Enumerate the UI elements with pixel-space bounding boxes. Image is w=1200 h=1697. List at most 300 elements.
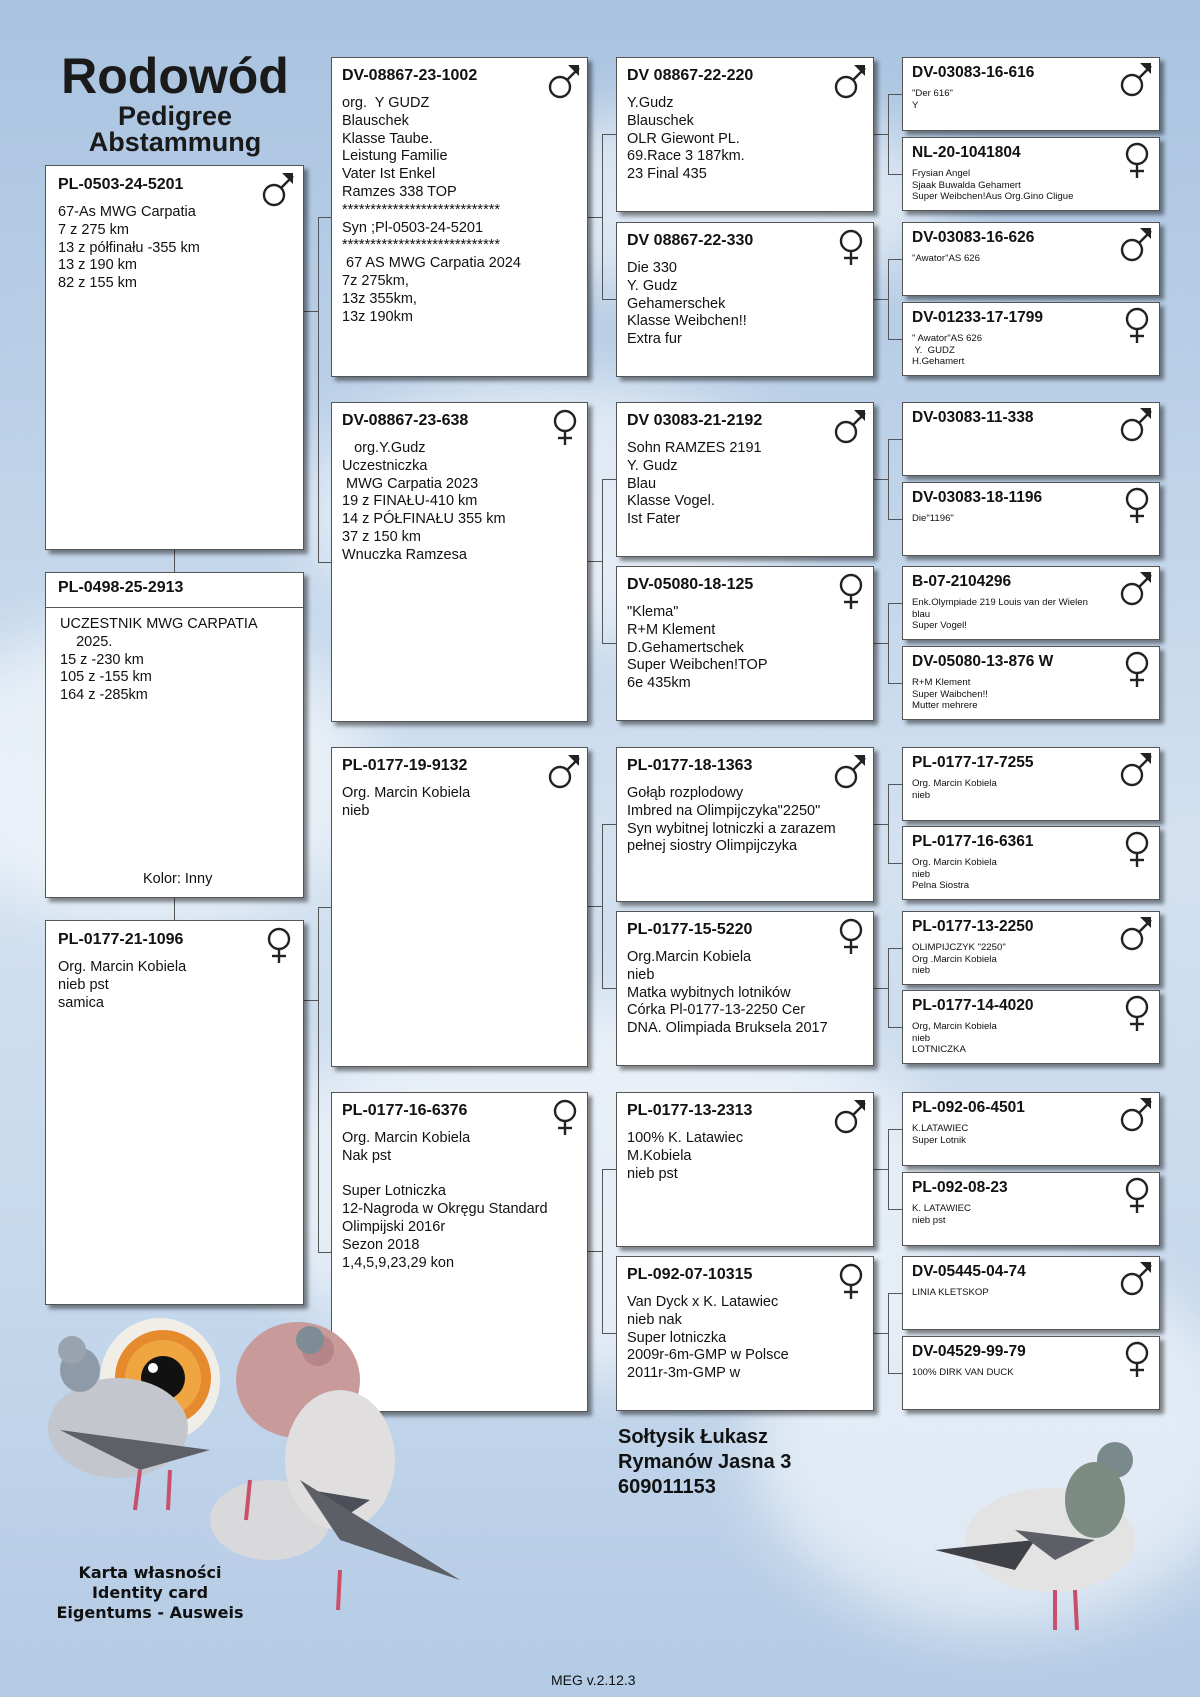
connector xyxy=(602,479,616,480)
detail-line: org.Y.Gudz xyxy=(342,440,426,456)
detail-line: Vater Ist Enkel xyxy=(342,166,436,183)
connector xyxy=(874,479,888,480)
pedigree-card-female[interactable] xyxy=(902,137,1160,211)
detail-line: Super Lotniczka xyxy=(342,1183,446,1200)
ring-number: DV-03083-18-1196 xyxy=(912,489,1043,506)
ring-number: DV-03083-11-338 xyxy=(912,409,1034,426)
pedigree-card-male[interactable] xyxy=(616,747,874,902)
detail-line: Wnuczka Ramzesa xyxy=(342,546,467,563)
male-icon xyxy=(1117,1259,1157,1299)
pedigree-card-female[interactable] xyxy=(616,911,874,1066)
detail-line: Org. Marcin Kobiela xyxy=(342,1130,471,1146)
connector xyxy=(602,134,603,299)
connector xyxy=(602,299,616,300)
female-icon xyxy=(259,925,299,965)
female-icon xyxy=(545,1097,585,1137)
female-icon xyxy=(1117,649,1157,689)
ring-number: PL-092-06-4501 xyxy=(912,1099,1025,1116)
details xyxy=(912,942,1150,977)
details xyxy=(912,1367,1150,1379)
dam-ring: PL-0177-21-1096 xyxy=(58,931,184,948)
connector xyxy=(588,217,602,218)
detail-line: Gehamerschek xyxy=(627,295,726,312)
detail-line: OLIMPIJCZYK "2250" xyxy=(912,942,1006,953)
pedigree-card-female[interactable] xyxy=(616,1256,874,1411)
detail-line: 82 z 155 km xyxy=(58,275,137,292)
male-icon xyxy=(831,1097,871,1137)
pedigree-card-male[interactable] xyxy=(902,1256,1160,1330)
detail-line: nieb xyxy=(912,789,931,801)
male-icon xyxy=(545,62,585,102)
female-icon xyxy=(1117,1339,1157,1379)
details xyxy=(912,857,1150,892)
detail-line: 12-Nagroda w Okręgu Standard xyxy=(342,1201,548,1218)
connector xyxy=(888,948,889,1027)
detail-line: 15 z -230 km xyxy=(60,651,144,668)
male-icon xyxy=(1117,225,1157,265)
details xyxy=(342,1130,577,1272)
detail-line: 1,4,5,9,23,29 kon xyxy=(342,1254,455,1271)
detail-line: 2025. xyxy=(60,633,113,650)
detail-line: Leistung Familie xyxy=(342,148,448,165)
ring-number: B-07-2104296 xyxy=(912,573,1012,590)
connector xyxy=(874,1169,888,1170)
detail-line: 13z 190km xyxy=(342,308,413,325)
detail-line: blau xyxy=(912,608,931,620)
detail-line: 164 z -285km xyxy=(60,687,148,704)
detail-line: Super Weibchen!TOP xyxy=(627,657,768,674)
ring-number: PL-0177-15-5220 xyxy=(627,921,753,938)
pedigree-card-male[interactable] xyxy=(616,57,874,212)
pedigree-card-male[interactable] xyxy=(616,402,874,557)
detail-line: Org.Marcin Kobiela xyxy=(627,949,752,965)
detail-line: Blauschek xyxy=(342,112,409,129)
dam-details xyxy=(58,959,291,1012)
details xyxy=(912,1203,1150,1226)
card-line-3: Eigentums - Ausweis xyxy=(56,1603,244,1622)
ring-number: NL-20-1041804 xyxy=(912,144,1021,161)
detail-line: Klasse Vogel. xyxy=(627,493,715,510)
ring-number: DV-08867-23-638 xyxy=(342,412,469,429)
connector xyxy=(318,562,331,563)
detail-line: Super lotniczka xyxy=(627,1329,727,1346)
detail-line: H.Gehamert xyxy=(912,356,965,368)
pedigree-card-female[interactable] xyxy=(902,646,1160,720)
connector xyxy=(888,1293,889,1373)
connector xyxy=(874,1333,888,1334)
details xyxy=(912,513,1150,525)
connector xyxy=(888,683,902,684)
male-icon xyxy=(545,752,585,792)
ring-number: DV-05445-04-74 xyxy=(912,1263,1026,1280)
male-icon xyxy=(1117,60,1157,100)
pedigree-card-male[interactable] xyxy=(902,911,1160,985)
detail-line: 6e 435km xyxy=(627,675,691,692)
ring-number: DV-03083-16-626 xyxy=(912,229,1035,246)
connector xyxy=(888,1129,889,1209)
detail-line: Sjaak Buwalda Gehamert xyxy=(912,179,1021,191)
sibling-ring: PL-0498-25-2913 xyxy=(46,573,303,608)
ring-number: DV-03083-16-616 xyxy=(912,64,1035,81)
details xyxy=(912,88,1150,111)
detail-line: 13 z 190 km xyxy=(58,257,137,274)
detail-line: K.LATAWIEC xyxy=(912,1123,969,1134)
ring-number: PL-0177-13-2250 xyxy=(912,918,1034,935)
detail-line: Org. Marcin Kobiela xyxy=(342,785,471,801)
ring-number: PL-0177-13-2313 xyxy=(627,1102,753,1119)
detail-line: M.Kobiela xyxy=(627,1147,692,1164)
detail-line: "Awator"AS 626 xyxy=(912,253,980,264)
female-icon xyxy=(831,227,871,267)
connector xyxy=(888,339,902,340)
pedigree-card-male[interactable] xyxy=(902,747,1160,821)
detail-line xyxy=(342,1166,577,1184)
detail-line: Super Lotnik xyxy=(912,1134,966,1146)
subject-ring: PL-0503-24-5201 xyxy=(58,176,184,193)
detail-line: Die 330 xyxy=(627,260,677,276)
female-icon xyxy=(545,407,585,447)
detail-line: "Klema" xyxy=(627,604,679,620)
detail-line: 14 z PÓŁFINAŁU 355 km xyxy=(342,511,506,528)
page-title: Rodowód xyxy=(61,48,289,104)
pedigree-card-female[interactable] xyxy=(331,402,588,722)
detail-line: 7z 275km, xyxy=(342,272,409,289)
details xyxy=(912,1123,1150,1146)
detail-line: Y.Gudz xyxy=(627,95,674,111)
pedigree-card-male[interactable] xyxy=(902,1092,1160,1166)
sibling-card[interactable] xyxy=(45,572,304,898)
pigeon-illustration xyxy=(905,1420,1165,1660)
detail-line: org. Y GUDZ xyxy=(342,95,430,111)
connector xyxy=(888,94,889,174)
detail-line: Van Dyck x K. Latawiec xyxy=(627,1294,779,1310)
detail-line: 69.Race 3 187km. xyxy=(627,148,745,165)
connector xyxy=(888,1129,902,1130)
detail-line: Y. Gudz xyxy=(627,277,678,294)
connector xyxy=(888,1373,902,1374)
detail-line: Y xyxy=(912,99,919,111)
connector xyxy=(602,134,616,135)
detail-line: Syn wybitnej lotniczki a zarazem xyxy=(627,820,836,837)
connector xyxy=(888,259,902,260)
female-icon xyxy=(1117,140,1157,180)
detail-line: 13z 355km, xyxy=(342,290,417,307)
connector xyxy=(318,217,331,218)
detail-line: 67-As MWG Carpatia xyxy=(58,204,196,220)
detail-line: Y. GUDZ xyxy=(912,344,955,356)
detail-line: Y. Gudz xyxy=(627,457,678,474)
pedigree-card-female[interactable] xyxy=(902,990,1160,1064)
detail-line: Nak pst xyxy=(342,1147,392,1164)
male-icon xyxy=(1117,569,1157,609)
pedigree-card-female[interactable] xyxy=(902,302,1160,376)
ring-number: PL-0177-19-9132 xyxy=(342,757,468,774)
pedigree-card-male[interactable] xyxy=(902,402,1160,476)
detail-line: DNA. Olimpiada Bruksela 2017 xyxy=(627,1020,828,1037)
pedigree-card-male[interactable] xyxy=(331,747,588,1067)
connector xyxy=(874,988,888,989)
detail-line: Olimpijski 2016r xyxy=(342,1218,446,1235)
details xyxy=(912,253,1150,265)
pedigree-card-male[interactable] xyxy=(902,222,1160,296)
detail-line: Enk.Olympiade 219 Louis van der Wielen xyxy=(912,597,1088,608)
detail-line: Pelna Siostra xyxy=(912,880,970,892)
details xyxy=(342,440,577,565)
detail-line: Ramzes 338 TOP xyxy=(342,183,457,200)
connector xyxy=(888,1293,902,1294)
pedigree-card-female[interactable] xyxy=(902,1336,1160,1410)
detail-line: 100% DIRK VAN DUCK xyxy=(912,1367,1014,1378)
connector xyxy=(174,898,175,920)
detail-line: 37 z 150 km xyxy=(342,528,421,545)
female-icon xyxy=(1117,485,1157,525)
detail-line: Org, Marcin Kobiela xyxy=(912,1021,997,1032)
detail-line: 100% K. Latawiec xyxy=(627,1130,744,1146)
detail-line: 19 z FINAŁU-410 km xyxy=(342,493,478,510)
ring-number: DV-05080-18-125 xyxy=(627,576,754,593)
color-label: Kolor: Inny xyxy=(143,871,213,887)
detail-line: "Der 616" xyxy=(912,88,953,99)
detail-line: Die"1196" xyxy=(912,513,954,524)
details xyxy=(627,785,863,856)
ring-number: PL-0177-17-7255 xyxy=(912,754,1034,771)
connector xyxy=(888,784,889,863)
detail-line: samica xyxy=(58,994,104,1011)
version-label: MEG v.2.12.3 xyxy=(551,1672,636,1688)
male-icon xyxy=(1117,914,1157,954)
details xyxy=(627,604,863,693)
pedigree-card-male[interactable] xyxy=(902,566,1160,640)
detail-line: Imbred na Olimpijczyka"2250" xyxy=(627,802,821,819)
female-icon xyxy=(1117,829,1157,869)
connector xyxy=(602,824,616,825)
connector xyxy=(588,561,602,562)
connector xyxy=(888,259,889,339)
owner-name: Sołtysik Łukasz xyxy=(618,1426,769,1448)
female-icon xyxy=(831,571,871,611)
details xyxy=(627,440,863,529)
detail-line: Gołąb rozplodowy xyxy=(627,785,744,801)
pedigree-card-female[interactable] xyxy=(616,566,874,721)
details xyxy=(342,95,577,326)
pedigree-card-female[interactable] xyxy=(902,482,1160,556)
ring-number: PL-0177-16-6361 xyxy=(912,833,1034,850)
detail-line: Sezon 2018 xyxy=(342,1236,420,1253)
connector xyxy=(602,1333,616,1334)
male-icon xyxy=(259,170,299,210)
pedigree-card-female[interactable] xyxy=(902,1172,1160,1246)
detail-line: Super Vogel! xyxy=(912,620,967,632)
connector xyxy=(874,299,888,300)
connector xyxy=(588,1251,602,1252)
male-icon xyxy=(831,62,871,102)
connector xyxy=(304,1000,318,1001)
connector xyxy=(874,643,888,644)
pedigree-card-male[interactable] xyxy=(616,1092,874,1247)
pedigree-card-male[interactable] xyxy=(902,57,1160,131)
detail-line: Extra fur xyxy=(627,331,682,348)
connector xyxy=(602,824,603,988)
detail-line: 2009r-6m-GMP w Polsce xyxy=(627,1347,789,1364)
details xyxy=(627,1130,863,1183)
connector xyxy=(888,1209,902,1210)
connector xyxy=(602,1169,603,1333)
card-line-2: Identity card xyxy=(91,1583,209,1602)
detail-line: R+M Klement xyxy=(627,621,716,638)
detail-line: nieb xyxy=(912,965,931,977)
female-icon xyxy=(831,916,871,956)
ring-number: PL-092-08-23 xyxy=(912,1179,1008,1196)
detail-line: **************************** xyxy=(342,237,500,254)
female-icon xyxy=(831,1261,871,1301)
connector xyxy=(874,824,888,825)
details xyxy=(627,1294,863,1383)
detail-line: Klasse Weibchen!! xyxy=(627,313,747,330)
details xyxy=(912,168,1150,203)
detail-line: Org .Marcin Kobiela xyxy=(912,953,997,965)
connector xyxy=(888,439,902,440)
detail-line: Mutter mehrere xyxy=(912,700,978,712)
detail-line: **************************** xyxy=(342,201,500,218)
detail-line: nieb xyxy=(912,1032,931,1044)
pedigree-card-male[interactable] xyxy=(331,57,588,377)
connector xyxy=(602,1169,616,1170)
detail-line: Uczestniczka xyxy=(342,457,428,474)
connector xyxy=(888,174,902,175)
details xyxy=(627,95,863,184)
detail-line: Blau xyxy=(627,475,657,492)
sibling-details xyxy=(46,608,303,713)
detail-line: LINIA KLETSKOP xyxy=(912,1287,989,1298)
detail-line: Super Weibchen!Aus Org.Gino Cligue xyxy=(912,191,1074,203)
connector xyxy=(888,603,889,683)
connector xyxy=(174,550,175,572)
connector xyxy=(888,603,902,604)
male-icon xyxy=(1117,1095,1157,1135)
detail-line: 7 z 275 km xyxy=(58,221,129,238)
male-icon xyxy=(1117,750,1157,790)
detail-line: OLR Giewont PL. xyxy=(627,130,740,147)
details xyxy=(912,677,1150,712)
female-icon xyxy=(1117,305,1157,345)
connector xyxy=(888,948,902,949)
ring-number: PL-092-07-10315 xyxy=(627,1266,753,1283)
details xyxy=(912,597,1150,632)
detail-line: LOTNICZKA xyxy=(912,1044,966,1056)
connector xyxy=(588,906,602,907)
details xyxy=(342,785,577,821)
male-icon xyxy=(831,407,871,447)
owner-phone: 609011153 xyxy=(618,1476,716,1498)
details xyxy=(627,949,863,1038)
subject-card[interactable] xyxy=(45,165,304,550)
detail-line: " Awator"AS 626 xyxy=(912,333,983,344)
connector xyxy=(318,907,319,1252)
detail-line: Sohn RAMZES 2191 xyxy=(627,440,762,456)
detail-line: nieb pst xyxy=(58,976,109,993)
detail-line: Klasse Taube. xyxy=(342,130,433,147)
ring-number: PL-0177-16-6376 xyxy=(342,1102,468,1119)
detail-line: 67 AS MWG Carpatia 2024 xyxy=(342,255,521,272)
detail-line: Super Waibchen!! xyxy=(912,688,988,700)
detail-line: Syn ;Pl-0503-24-5201 xyxy=(342,219,484,236)
details xyxy=(912,333,1150,368)
connector xyxy=(304,311,318,312)
ring-number: PL-0177-18-1363 xyxy=(627,757,753,774)
detail-line: 23 Final 435 xyxy=(627,166,707,183)
connector xyxy=(888,784,902,785)
connector xyxy=(602,479,603,643)
detail-line: 13 z półfinału -355 km xyxy=(58,239,200,256)
detail-line: Córka Pl-0177-13-2250 Cer xyxy=(627,1002,806,1019)
detail-line: R+M Klement xyxy=(912,677,971,688)
detail-line: Org. Marcin Kobiela xyxy=(58,959,187,975)
connector xyxy=(888,439,889,519)
detail-line: nieb xyxy=(342,802,370,819)
pedigree-card-female[interactable] xyxy=(902,826,1160,900)
ring-number: DV-05080-13-876 W xyxy=(912,653,1054,670)
detail-line: 2011r-3m-GMP w xyxy=(627,1365,741,1382)
ring-number: DV 08867-22-220 xyxy=(627,67,754,84)
details xyxy=(912,1021,1150,1056)
connector xyxy=(888,519,902,520)
male-icon xyxy=(831,752,871,792)
detail-line: 105 z -155 km xyxy=(60,669,152,686)
detail-line: nieb pst xyxy=(912,1214,946,1226)
ring-number: PL-0177-14-4020 xyxy=(912,997,1034,1014)
details xyxy=(627,260,863,349)
detail-line: nieb pst xyxy=(627,1165,678,1182)
ring-number: DV 03083-21-2192 xyxy=(627,412,763,429)
detail-line: Blauschek xyxy=(627,112,694,129)
owner-address: Rymanów Jasna 3 xyxy=(618,1451,792,1473)
detail-line: nieb xyxy=(912,868,931,880)
details xyxy=(912,778,1150,801)
detail-line: pełnej siostry Olimpijczyka xyxy=(627,838,798,855)
connector xyxy=(602,643,616,644)
detail-line: nieb nak xyxy=(627,1311,682,1328)
connector xyxy=(318,217,319,562)
dam-card[interactable] xyxy=(45,920,304,1305)
subject-details xyxy=(58,204,291,293)
detail-line: nieb xyxy=(627,966,655,983)
detail-line: Frysian Angel xyxy=(912,168,971,179)
connector xyxy=(888,863,902,864)
page-subtitle-abstammung: Abstammung xyxy=(88,127,262,157)
connector xyxy=(602,988,616,989)
detail-line: D.Gehamertschek xyxy=(627,639,744,656)
connector xyxy=(874,134,888,135)
connector xyxy=(888,94,902,95)
details xyxy=(912,1287,1150,1299)
connector xyxy=(318,907,331,908)
female-icon xyxy=(1117,1175,1157,1215)
male-icon xyxy=(1117,405,1157,445)
page-subtitle-pedigree: Pedigree xyxy=(117,101,233,131)
detail-line: Org. Marcin Kobiela xyxy=(912,857,997,868)
detail-line: UCZESTNIK MWG CARPATIA xyxy=(60,616,258,632)
detail-line: Org. Marcin Kobiela xyxy=(912,778,997,789)
ring-number: DV-04529-99-79 xyxy=(912,1343,1026,1360)
ring-number: DV-01233-17-1799 xyxy=(912,309,1043,326)
card-line-1: Karta własności xyxy=(78,1563,222,1582)
connector xyxy=(888,1027,902,1028)
ring-number: DV 08867-22-330 xyxy=(627,232,754,249)
ring-number: DV-08867-23-1002 xyxy=(342,67,478,84)
female-icon xyxy=(1117,993,1157,1033)
pedigree-card-female[interactable] xyxy=(616,222,874,377)
detail-line: K. LATAWIEC xyxy=(912,1203,971,1214)
